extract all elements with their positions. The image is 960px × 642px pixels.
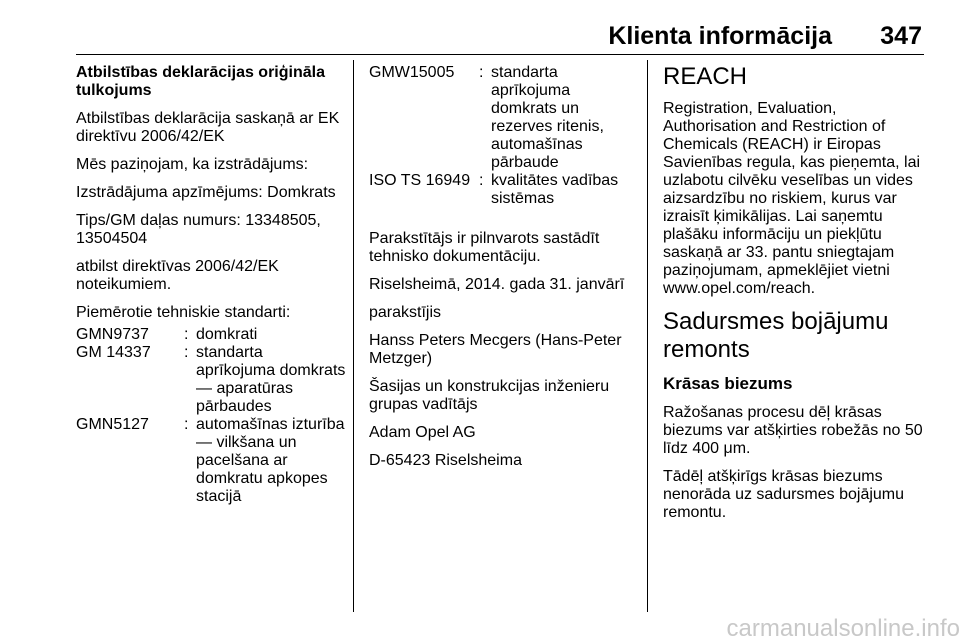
standard-separator: :	[184, 344, 189, 361]
standards-list	[76, 326, 346, 506]
section-title: Sadursmes bojājumu remonts	[663, 308, 889, 363]
standard-row	[76, 344, 346, 416]
standard-desc: automašīnas izturība — vilkšana un pacelšana ar domkratu apkopes stacijā	[196, 416, 345, 505]
subsection-title: Krāsas biezums	[663, 374, 793, 393]
paragraph: Tips/GM daļas numurs: 13348505, 13504504	[76, 212, 321, 247]
standard-row	[76, 326, 346, 344]
standard-row	[369, 64, 631, 172]
column-divider-1	[353, 60, 354, 612]
standard-separator: :	[479, 64, 484, 81]
standard-separator: :	[184, 416, 189, 433]
standard-code: GMW15005	[369, 64, 455, 81]
column-left	[76, 64, 346, 506]
standard-code: ISO TS 16949	[369, 172, 471, 189]
paragraph: Hanss Peters Mecgers (Hans-Peter Metzger)	[369, 332, 622, 367]
standard-row	[369, 172, 631, 208]
watermark: carmanualsonline.info	[726, 615, 960, 642]
standard-row	[76, 416, 346, 506]
paragraph: Atbilstības deklarācija saskaņā ar EK direktīvu 2006/42/EK	[76, 110, 340, 145]
paragraph: Izstrādājuma apzīmējums: Domkrats	[76, 184, 336, 201]
standard-separator: :	[184, 326, 189, 343]
paragraph: Mēs paziņojam, ka izstrādājums:	[76, 156, 309, 173]
standard-code: GM 14337	[76, 344, 151, 361]
paragraph: Tādēļ atšķirīgs krāsas biezums nenorāda uz sadursmes bojājumu remontu.	[663, 468, 905, 521]
standard-code: GMN9737	[76, 326, 149, 343]
paragraph: Riselsheimā, 2014. gada 31. janvārī	[369, 276, 625, 293]
standard-desc: domkrati	[196, 326, 258, 343]
column-middle	[369, 64, 631, 480]
header-rule	[76, 54, 924, 55]
reach-title: REACH	[663, 63, 748, 90]
standard-desc: kvalitātes vadības sistēmas	[491, 172, 619, 207]
header-title: Klienta informācija	[608, 22, 832, 50]
paragraph: Ražošanas procesu dēļ krāsas biezums var atšķirties robežās no 50 līdz 400 μm.	[663, 404, 923, 457]
standard-code: GMN5127	[76, 416, 149, 433]
standard-desc: standarta aprīkojuma domkrats un rezerves ritenis, automašīnas pārbaude	[491, 64, 604, 171]
column-right	[663, 64, 931, 532]
paragraph: D-65423 Riselsheima	[369, 452, 522, 469]
paragraph: parakstījis	[369, 304, 442, 321]
paragraph: Šasijas un konstrukcijas inženieru grupas vadītājs	[369, 378, 610, 413]
paragraph: Adam Opel AG	[369, 424, 476, 441]
paragraph: Piemērotie tehniskie standarti:	[76, 304, 291, 321]
paragraph: atbilst direktīvas 2006/42/EK noteikumiem.	[76, 258, 279, 293]
column-divider-2	[647, 60, 648, 612]
standard-separator: :	[479, 172, 484, 189]
declaration-heading: Atbilstības deklarācijas oriģināla tulkojums	[76, 64, 325, 99]
paragraph: Parakstītājs ir pilnvarots sastādīt tehnisko dokumentāciju.	[369, 230, 600, 265]
standards-list	[369, 64, 631, 208]
reach-text: Registration, Evaluation, Authorisation and Restriction of Chemicals (REACH) ir Eiropas Savienības regula, kas pieņemta, lai uzlabotu cilvēku veselības un vides aizsardzību no riskiem, kurus var izraisīt ķimikālijas. Lai saņemtu plašāku informāciju un piekļūtu saskaņā ar 33. pantu sniegtajam paziņojumam, apmeklējiet vietni www.opel.com/reach.	[663, 100, 921, 297]
page-number: 347	[880, 22, 922, 50]
standard-desc: standarta aprīkojuma domkrats — aparatūras pārbaudes	[196, 344, 346, 415]
